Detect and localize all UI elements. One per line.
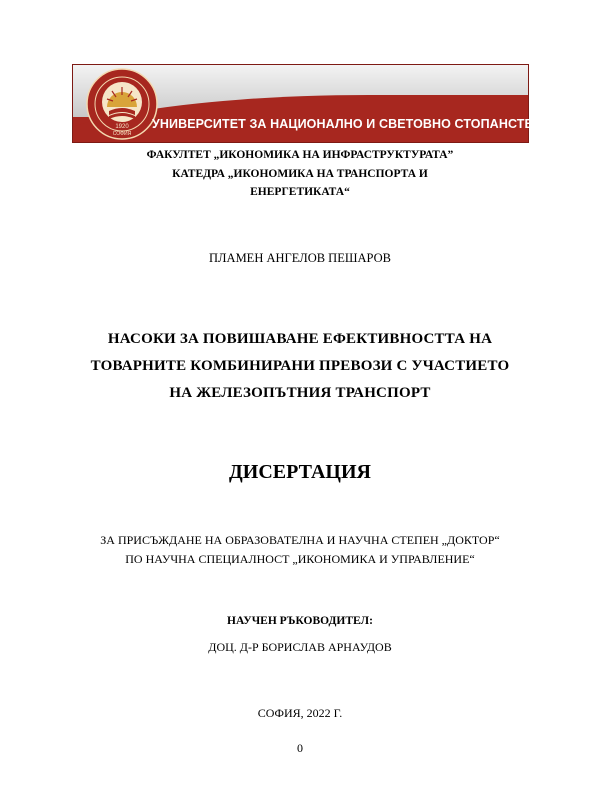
faculty-line: ФАКУЛТЕТ „ИКОНОМИКА НА ИНФРАСТРУКТУРАТА” — [146, 149, 454, 161]
seal-year: 1920 — [115, 124, 129, 130]
university-name: УНИВЕРСИТЕТ ЗА НАЦИОНАЛНО И СВЕТОВНО СТОПАНСТВО — [152, 117, 544, 131]
thesis-title-line-2: ТОВАРНИТЕ КОМБИНИРАНИ ПРЕВОЗИ С УЧАСТИЕТО — [90, 358, 510, 374]
department-line-2: ЕНЕРГЕТИКАТА“ — [250, 186, 350, 198]
document-type: ДИСЕРТАЦИЯ — [229, 461, 371, 483]
supervisor-name: ДОЦ. Д-Р БОРИСЛАВ АРНАУДОВ — [208, 640, 392, 654]
supervisor-label: НАУЧЕН РЪКОВОДИТЕЛ: — [227, 615, 373, 627]
degree-line-2: ПО НАУЧНА СПЕЦИАЛНОСТ „ИКОНОМИКА И УПРАВЛЕНИЕ“ — [125, 552, 475, 566]
page-number: 0 — [297, 741, 303, 755]
author-name: ПЛАМЕН АНГЕЛОВ ПЕШАРОВ — [209, 251, 391, 265]
thesis-title-line-1: НАСОКИ ЗА ПОВИШАВАНЕ ЕФЕКТИВНОСТТА НА — [107, 331, 493, 347]
degree-line-1: ЗА ПРИСЪЖДАНЕ НА ОБРАЗОВАТЕЛНА И НАУЧНА СТЕПЕН „ДОКТОР“ — [100, 533, 500, 547]
seal-city: СОФИЯ — [112, 131, 132, 137]
thesis-title-line-3: НА ЖЕЛЕЗОПЪТНИЯ ТРАНСПОРТ — [169, 385, 431, 401]
department-line: КАТЕДРА „ИКОНОМИКА НА ТРАНСПОРТА И — [172, 168, 428, 180]
place-date: СОФИЯ, 2022 Г. — [257, 706, 343, 720]
university-seal-icon — [85, 67, 159, 141]
